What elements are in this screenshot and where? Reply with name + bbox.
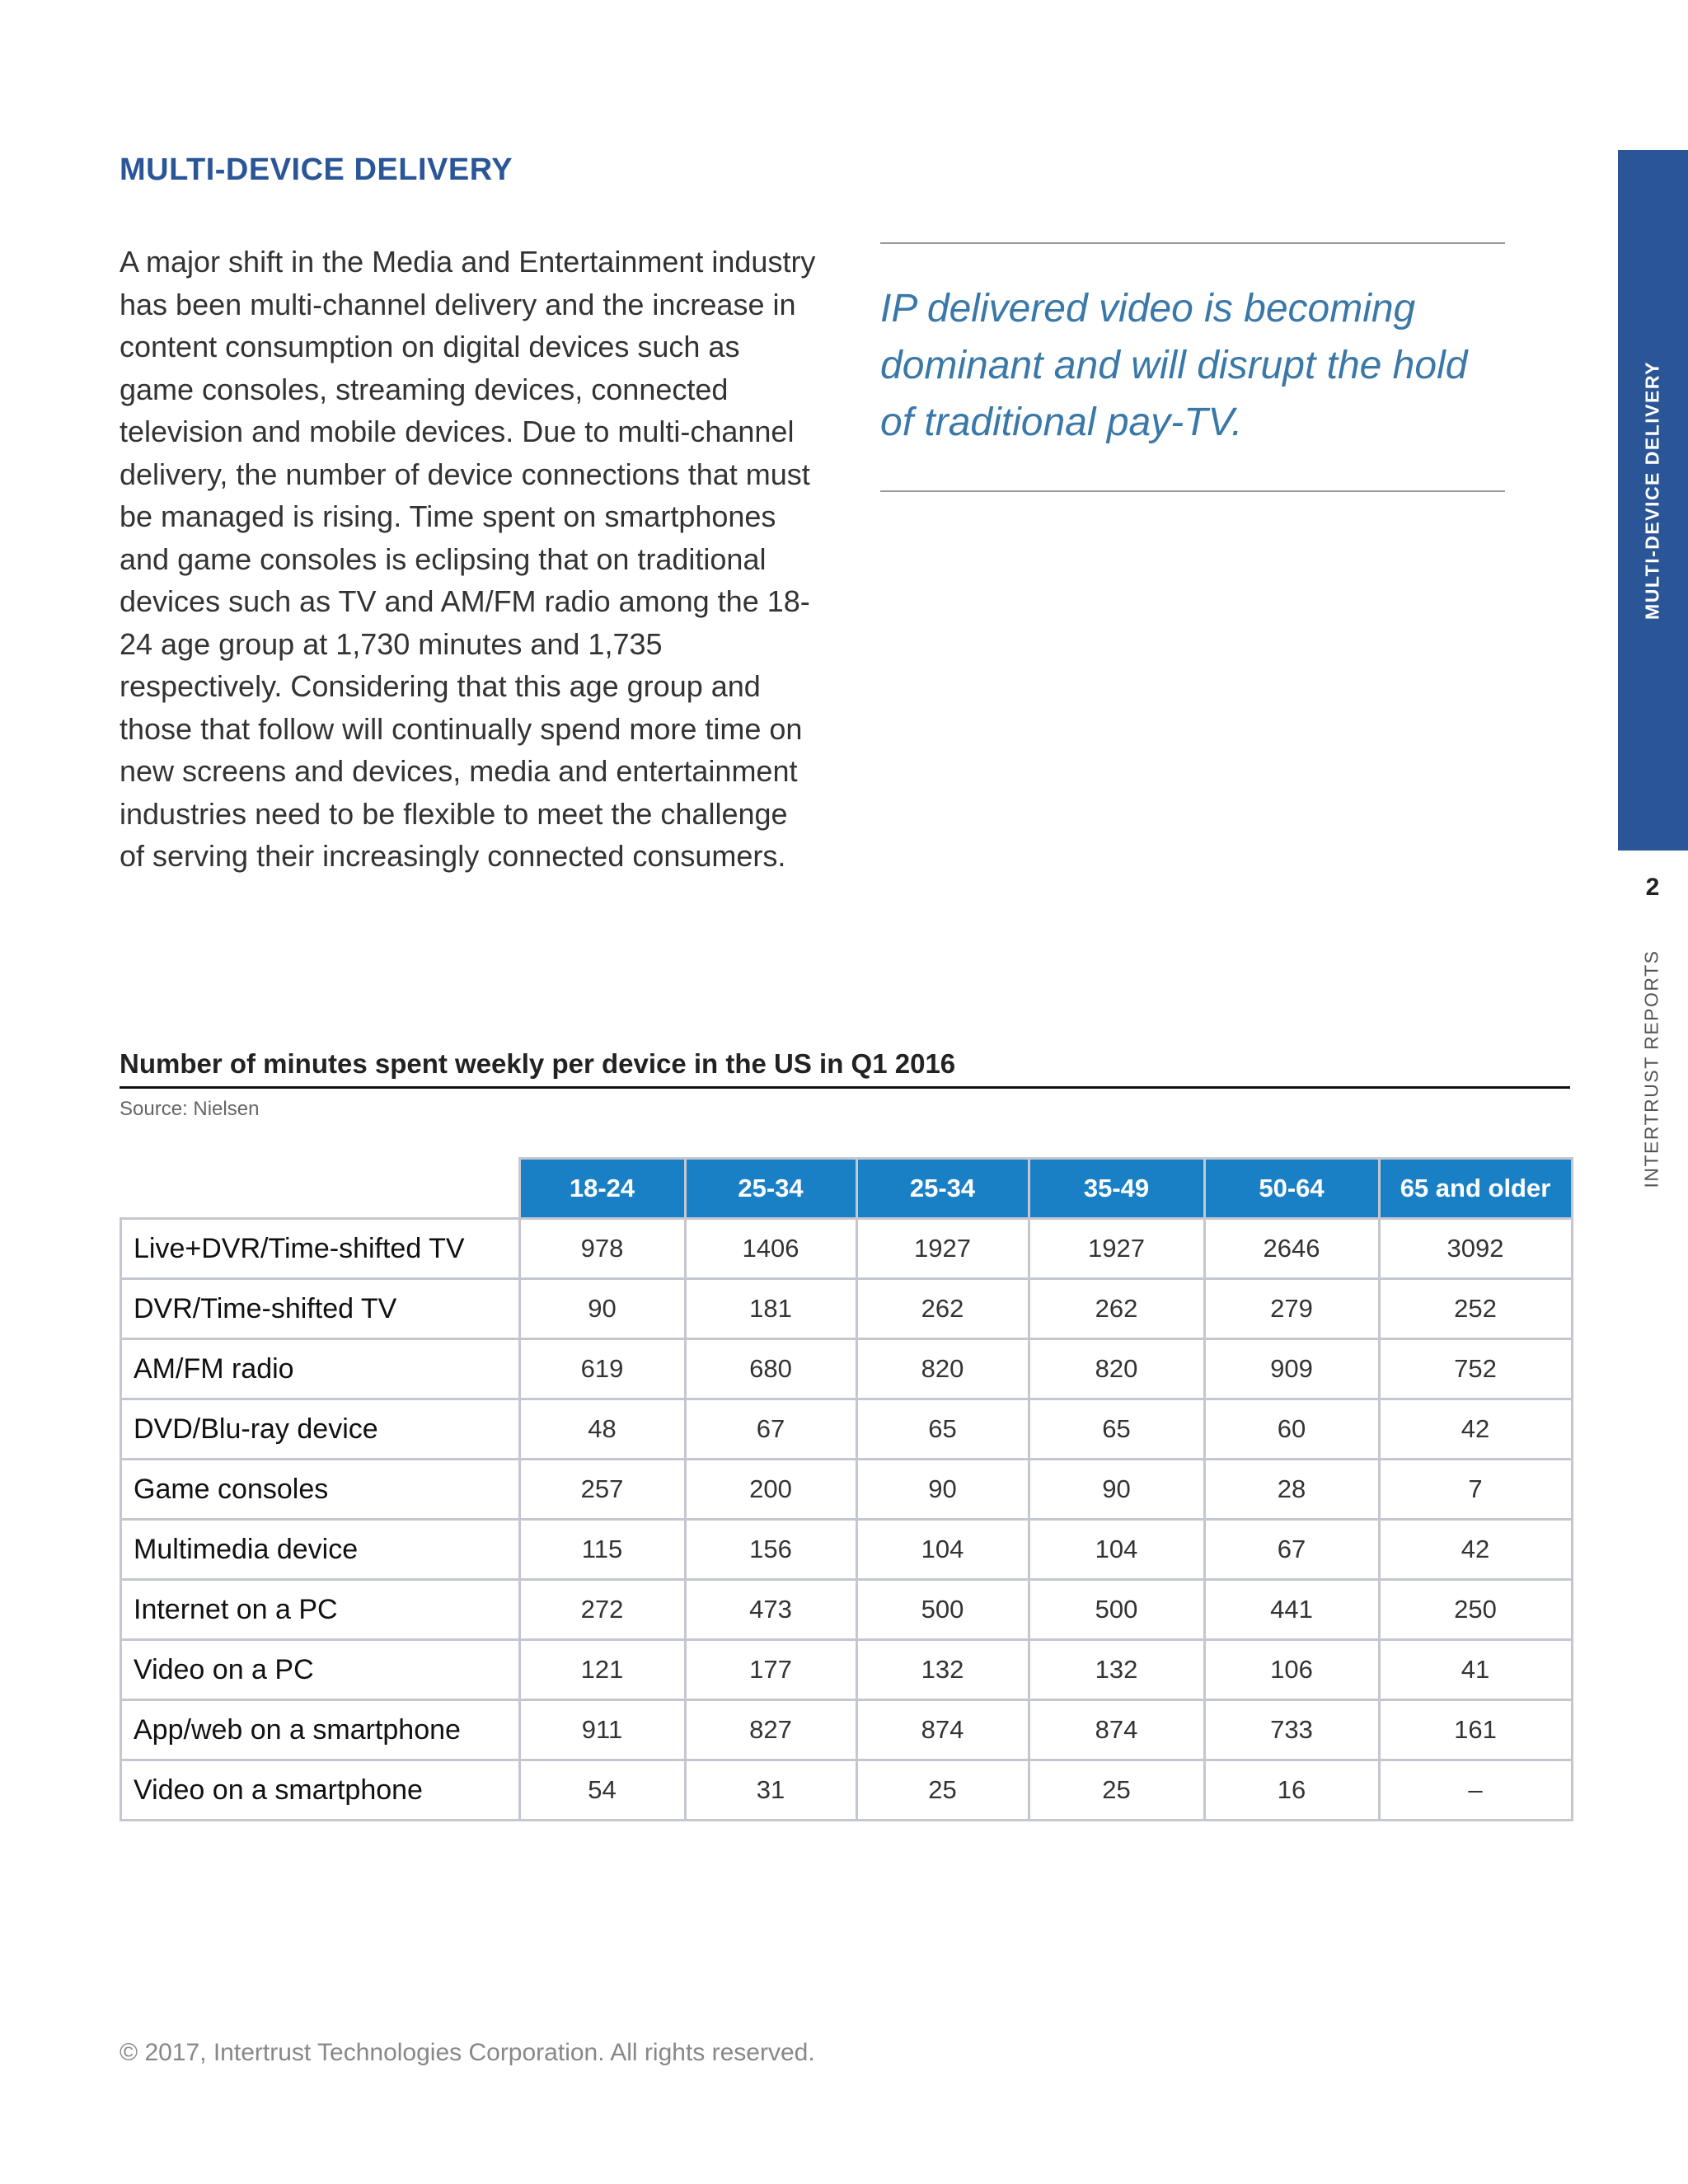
table-row	[121, 1279, 1573, 1339]
report-series-label: INTERTRUST REPORTS	[1640, 949, 1662, 1188]
table-cell: 28	[1204, 1460, 1379, 1520]
table-cell: 104	[1029, 1520, 1204, 1580]
table-cell: 3092	[1379, 1219, 1572, 1279]
table-row	[121, 1460, 1573, 1520]
table-cell: 90	[519, 1279, 685, 1339]
column-header: 25-34	[685, 1159, 856, 1219]
table-cell: 1406	[685, 1219, 856, 1279]
table-cell: 16	[1204, 1760, 1379, 1821]
side-tab-label: MULTI-DEVICE DELIVERY	[1641, 361, 1663, 620]
table-cell: –	[1379, 1760, 1572, 1821]
table-cell: 67	[1204, 1520, 1379, 1580]
table-row	[121, 1580, 1573, 1640]
row-label: DVR/Time-shifted TV	[121, 1279, 520, 1339]
table-cell: 619	[519, 1339, 685, 1399]
table-cell: 42	[1379, 1520, 1572, 1580]
table-cell: 31	[685, 1760, 856, 1821]
table-cell: 132	[1029, 1640, 1204, 1700]
row-label: DVD/Blu-ray device	[121, 1399, 520, 1460]
pullquote: IP delivered video is becoming dominant and will disrupt the hold of traditional pay-TV.	[880, 287, 1468, 444]
row-label: Multimedia device	[121, 1520, 520, 1580]
body-paragraph: A major shift in the Media and Entertainment industry has been multi-channel delivery and the increase in content consumption on digital devices such as game consoles, streaming devices, connected television and mobile devices. Due to multi-channel delivery, the number of device connections that must be managed is rising. Time spent on smartphones and game consoles is eclipsing that on traditional devices such as TV and AM/FM radio among the 18-24 age group at 1,730 minutes and 1,735 respectively. Considering that this age group and those that follow will continually spend more time on new screens and devices, media and entertainment industries need to be flexible to meet the challenge of serving their increasingly connected consumers.	[120, 245, 816, 873]
table-cell: 820	[856, 1339, 1029, 1399]
table-cell: 132	[856, 1640, 1029, 1700]
column-header: 25-34	[856, 1159, 1029, 1219]
page-number: 2	[1645, 874, 1660, 901]
table-title: Number of minutes spent weekly per device in the US in Q1 2016	[120, 1048, 956, 1079]
table-cell: 500	[1029, 1580, 1204, 1640]
row-label: Game consoles	[121, 1460, 520, 1520]
table-cell: 874	[856, 1700, 1029, 1760]
row-label: Video on a PC	[121, 1640, 520, 1700]
table-cell: 90	[1029, 1460, 1204, 1520]
table-cell: 262	[1029, 1279, 1204, 1339]
table-row	[121, 1399, 1573, 1460]
table-cell: 25	[1029, 1760, 1204, 1821]
table-cell: 250	[1379, 1580, 1572, 1640]
table-cell: 874	[1029, 1700, 1204, 1760]
table-source: Source: Nielsen	[120, 1098, 260, 1120]
section-heading: MULTI-DEVICE DELIVERY	[120, 152, 513, 187]
table-cell: 25	[856, 1760, 1029, 1821]
table-cell: 257	[519, 1460, 685, 1520]
table-cell: 1927	[856, 1219, 1029, 1279]
pullquote-top-divider	[880, 242, 1505, 244]
table-cell: 48	[519, 1399, 685, 1460]
copyright-footer: © 2017, Intertrust Technologies Corporation. All rights reserved.	[120, 2039, 815, 2066]
table-cell: 90	[856, 1460, 1029, 1520]
table-cell: 177	[685, 1640, 856, 1700]
table-cell: 104	[856, 1520, 1029, 1580]
table-row	[121, 1760, 1573, 1821]
table-row	[121, 1339, 1573, 1399]
table-cell: 156	[685, 1520, 856, 1580]
table-cell: 7	[1379, 1460, 1572, 1520]
table-row	[121, 1640, 1573, 1700]
column-header: 35-49	[1029, 1159, 1204, 1219]
table-cell: 252	[1379, 1279, 1572, 1339]
table-cell: 827	[685, 1700, 856, 1760]
table-cell: 200	[685, 1460, 856, 1520]
table-cell: 733	[1204, 1700, 1379, 1760]
table-cell: 500	[856, 1580, 1029, 1640]
row-label: App/web on a smartphone	[121, 1700, 520, 1760]
table-header-row	[121, 1159, 1573, 1219]
table-cell: 272	[519, 1580, 685, 1640]
table-cell: 680	[685, 1339, 856, 1399]
row-label: AM/FM radio	[121, 1339, 520, 1399]
table-cell: 121	[519, 1640, 685, 1700]
table-cell: 441	[1204, 1580, 1379, 1640]
minutes-table	[120, 1157, 1573, 1821]
table-cell: 262	[856, 1279, 1029, 1339]
pullquote-bottom-divider	[880, 490, 1505, 492]
table-cell: 473	[685, 1580, 856, 1640]
table-cell: 54	[519, 1760, 685, 1821]
table-cell: 42	[1379, 1399, 1572, 1460]
table-cell: 909	[1204, 1339, 1379, 1399]
table-cell: 41	[1379, 1640, 1572, 1700]
column-header: 18-24	[519, 1159, 685, 1219]
table-row	[121, 1219, 1573, 1279]
row-label: Live+DVR/Time-shifted TV	[121, 1219, 520, 1279]
table-cell: 106	[1204, 1640, 1379, 1700]
table-cell: 60	[1204, 1399, 1379, 1460]
table-row	[121, 1520, 1573, 1580]
column-header: 50-64	[1204, 1159, 1379, 1219]
table-body	[121, 1219, 1573, 1821]
row-label: Video on a smartphone	[121, 1760, 520, 1821]
column-header: 65 and older	[1379, 1159, 1572, 1219]
table-cell: 752	[1379, 1339, 1572, 1399]
table-cell: 65	[856, 1399, 1029, 1460]
table-cell: 67	[685, 1399, 856, 1460]
data-table-container	[120, 1157, 1573, 1821]
table-cell: 820	[1029, 1339, 1204, 1399]
table-title-divider	[120, 1086, 1570, 1089]
table-cell: 181	[685, 1279, 856, 1339]
table-cell: 115	[519, 1520, 685, 1580]
table-corner-cell	[121, 1159, 520, 1219]
table-cell: 978	[519, 1219, 685, 1279]
table-cell: 911	[519, 1700, 685, 1760]
table-cell: 279	[1204, 1279, 1379, 1339]
table-cell: 161	[1379, 1700, 1572, 1760]
row-label: Internet on a PC	[121, 1580, 520, 1640]
table-cell: 1927	[1029, 1219, 1204, 1279]
table-cell: 2646	[1204, 1219, 1379, 1279]
table-row	[121, 1700, 1573, 1760]
table-cell: 65	[1029, 1399, 1204, 1460]
